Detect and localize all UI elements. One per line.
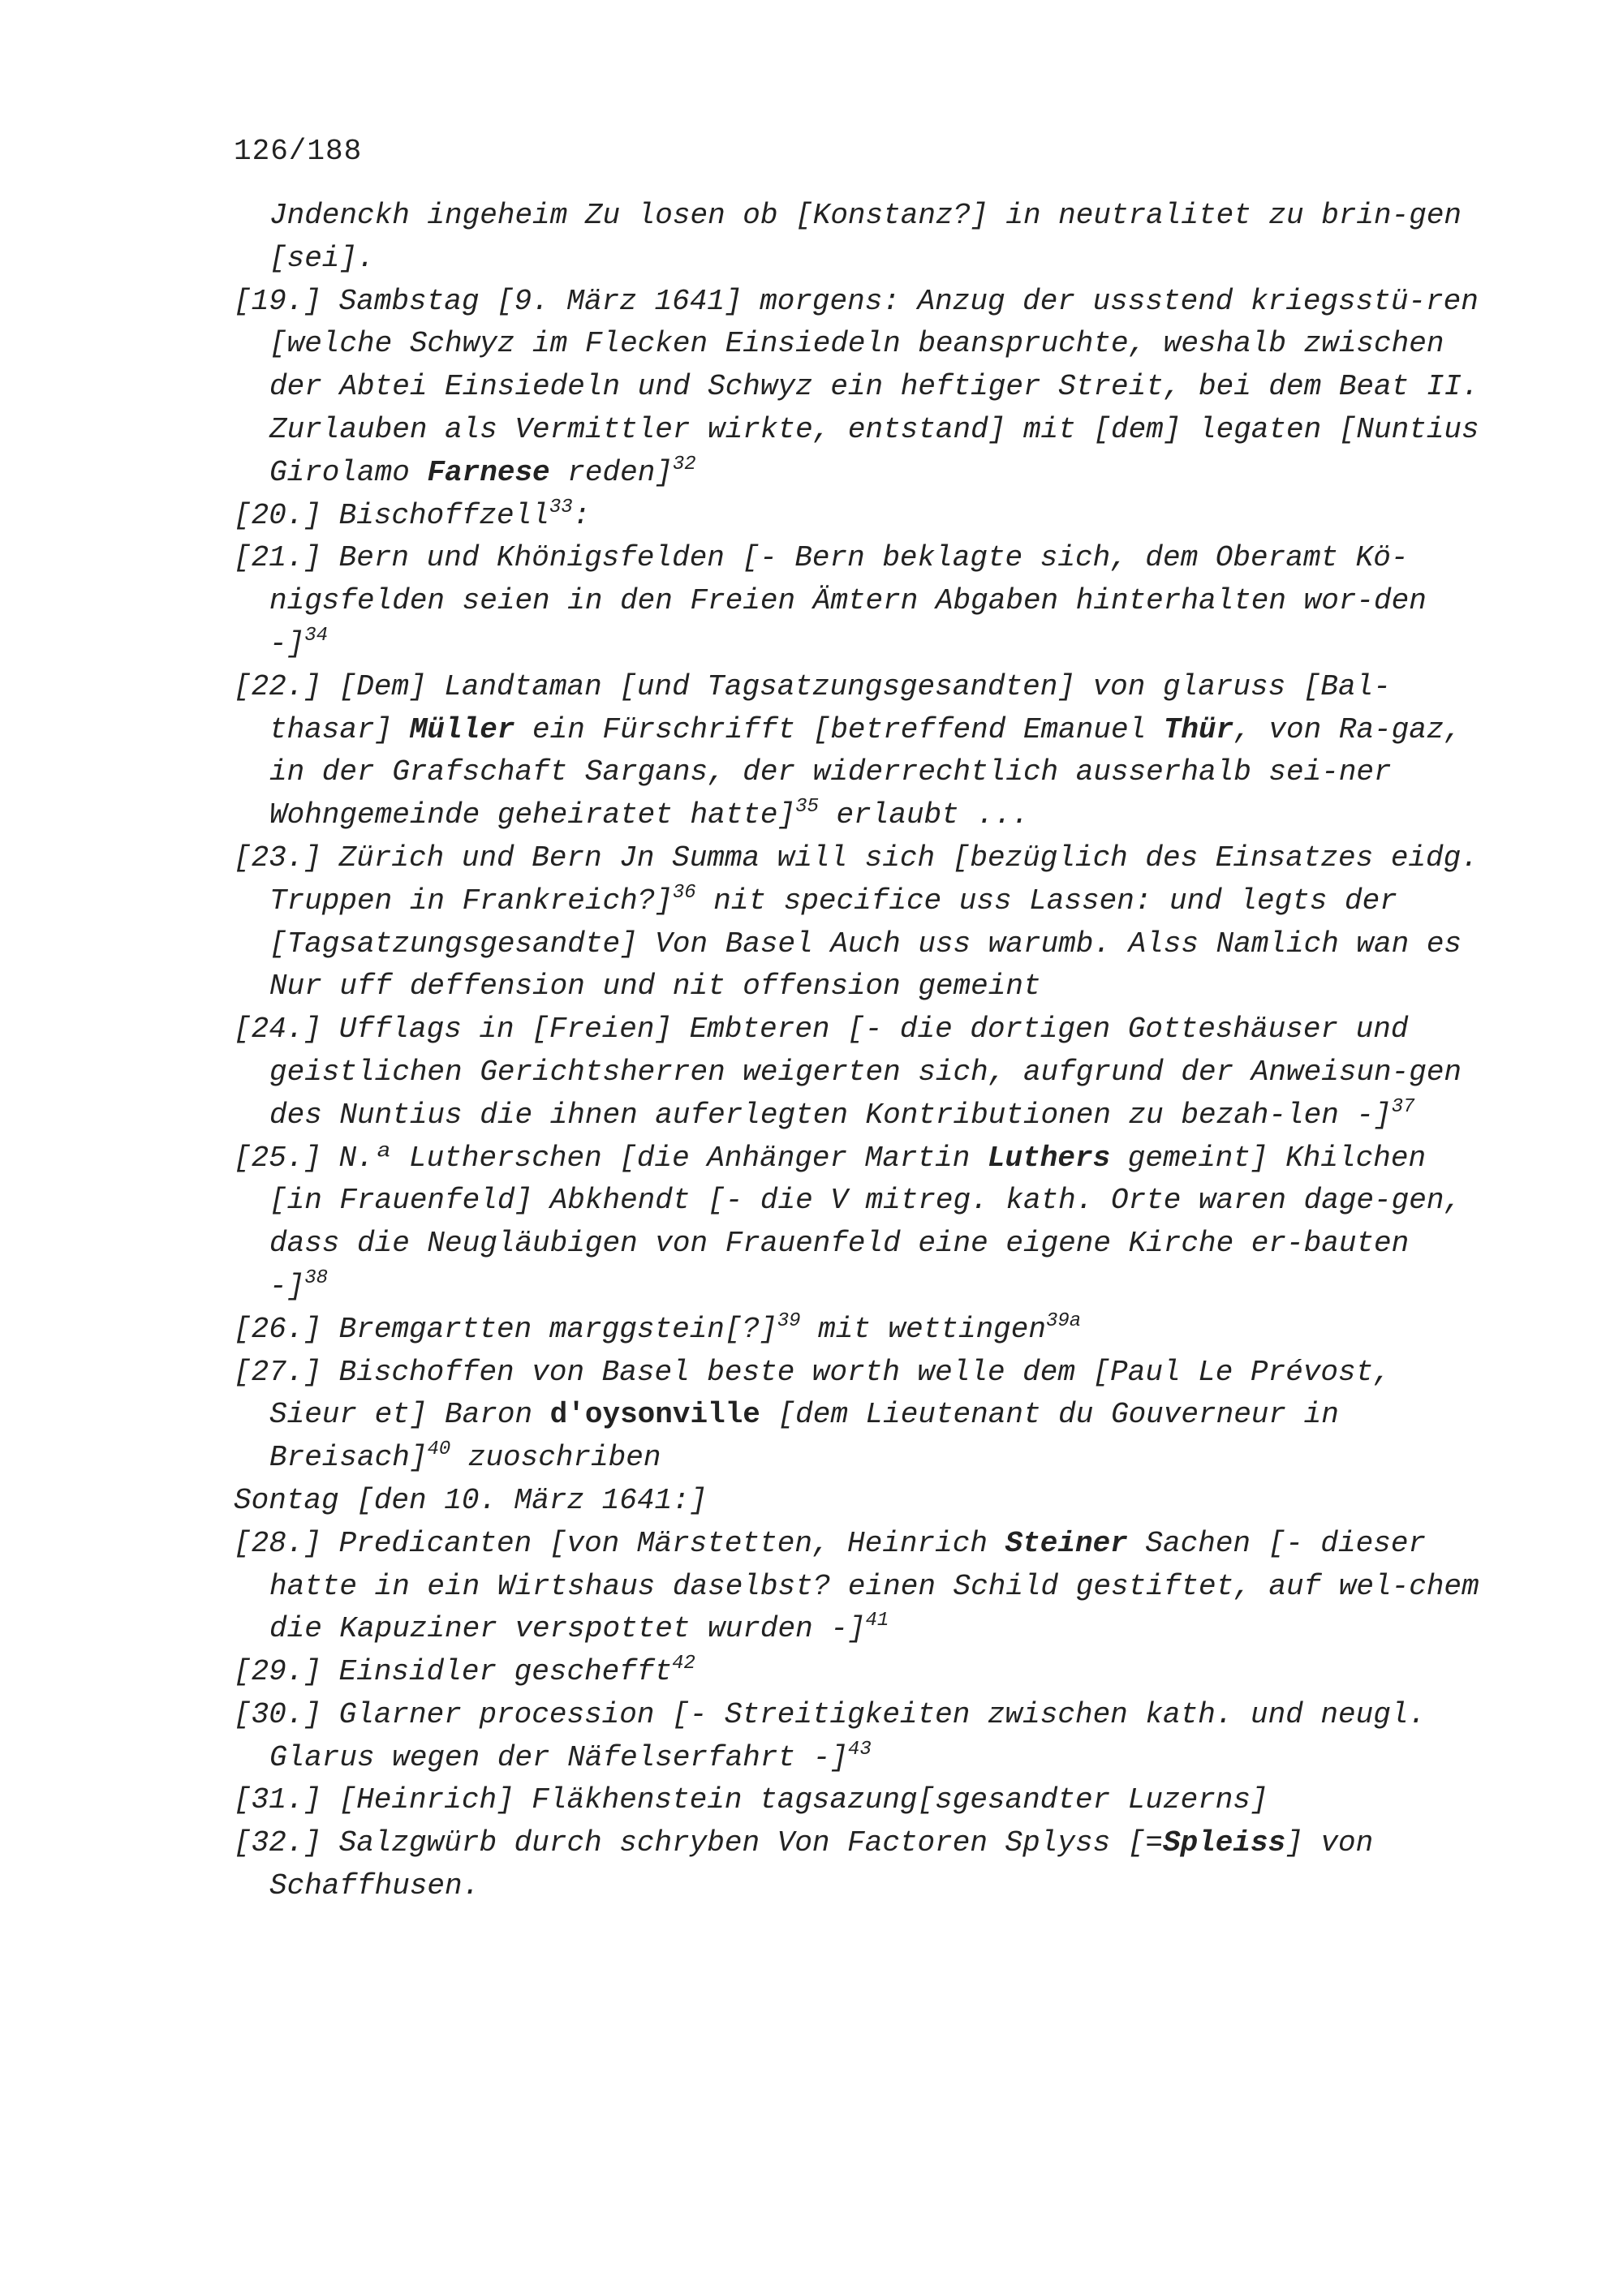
emphasized-name: Steiner bbox=[1005, 1526, 1128, 1560]
entry-text: reden] bbox=[549, 455, 673, 489]
entry-text: ] von Schaffhusen. bbox=[269, 1826, 1374, 1903]
entry-text: [30.] Glarner procession [- Streitigkeiten zwischen kath. und neugl. Glarus wegen der Näfelserfahrt -] bbox=[234, 1697, 1427, 1774]
entry-25 bbox=[234, 1137, 1483, 1309]
entry-text: [25.] N.ª Lutherschen [die Anhänger Martin bbox=[234, 1141, 988, 1175]
emphasized-name: d'oysonville bbox=[549, 1398, 760, 1432]
emphasized-name: Farnese bbox=[427, 455, 550, 489]
entry-text: [20.] Bischoffzell bbox=[234, 498, 549, 532]
entry-text: Sontag [den 10. März 1641:] bbox=[234, 1483, 708, 1517]
entry-28 bbox=[234, 1523, 1483, 1651]
footnote-ref: 43 bbox=[847, 1738, 872, 1761]
entry-text: Sachen [- dieser hatte in ein Wirtshaus daselbst? einen Schild gestiftet, auf wel-chem die Kapuziner verspottet wurden -] bbox=[269, 1526, 1479, 1646]
entry-text: [dem Lieutenant du Gouverneur in Breisach] bbox=[269, 1398, 1339, 1475]
entry-text: Jndenckh ingeheim Zu losen ob [Konstanz?] in neutralitet zu brin-gen [sei]. bbox=[269, 199, 1462, 275]
footnote-ref: 39a bbox=[1045, 1309, 1082, 1332]
entry-text: [19.] Sambstag [9. März 1641] morgens: Anzug der ussstend kriegsstü-ren [welche Schwyz im Flecken Einsiedeln beanspruchte, weshalb zwischen der Abtei Einsiedeln und Schwyz ein heftiger Streit, bei dem Beat II. Zurlauben als Vermittler wirkte, entstand] mit [dem] legaten [Nuntius Girolamo bbox=[234, 284, 1479, 489]
footnote-ref: 33 bbox=[549, 496, 573, 518]
entry-29 bbox=[234, 1651, 1483, 1694]
entry-24 bbox=[234, 1008, 1483, 1137]
entry-19 bbox=[234, 281, 1483, 495]
footnote-ref: 41 bbox=[865, 1610, 889, 1632]
entry-text: , von Ra-gaz, in der Grafschaft Sargans, der widerrechtlich ausserhalb sei-ner Wohngemeinde geheiratet hatte] bbox=[269, 712, 1462, 832]
footnote-ref: 40 bbox=[427, 1438, 451, 1461]
emphasized-name: Luthers bbox=[987, 1141, 1111, 1175]
emphasized-name: Müller bbox=[409, 712, 515, 746]
entry-27 bbox=[234, 1352, 1483, 1480]
page-number: 126/188 bbox=[234, 135, 363, 168]
entry-text: : bbox=[572, 498, 591, 532]
footnote-ref: 32 bbox=[672, 453, 696, 475]
entry-text: [32.] Salzgwürb durch schryben Von Factoren Splyss [= bbox=[234, 1826, 1163, 1860]
entry-23 bbox=[234, 837, 1483, 1008]
footnote-ref: 39 bbox=[777, 1309, 801, 1332]
emphasized-name: Thür bbox=[1163, 712, 1234, 746]
entry-text: zuoschriben bbox=[450, 1441, 661, 1475]
entry-text: nit specifice uss Lassen: und legts der [Tagsatzungsgesandte] Von Basel Auch uss warumb. Alss Namlich wan es Nur uff deffension und nit offension gemeint bbox=[269, 884, 1462, 1004]
entry-text: mit wettingen bbox=[800, 1312, 1046, 1346]
entry-text: [28.] Predicanten [von Märstetten, Heinrich bbox=[234, 1526, 1005, 1560]
footnote-ref: 36 bbox=[672, 881, 696, 904]
entry-text: [24.] Ufflags in [Freien] Embteren [- die dortigen Gotteshäuser und geistlichen Gerichtsherren weigerten sich, aufgrund der Anweisun-gen des Nuntius die ihnen auferlegten Kontributionen zu bezah-len -] bbox=[234, 1013, 1462, 1132]
footnote-ref: 38 bbox=[304, 1266, 329, 1289]
entry-text: gemeint] Khilchen [in Frauenfeld] Abkhendt [- die V mitreg. kath. Orte waren dage-gen, dass die Neugläubigen von Frauenfeld eine eigene Kirche er-bauten -] bbox=[269, 1141, 1462, 1303]
entry-continuation bbox=[234, 195, 1483, 281]
entry-30 bbox=[234, 1694, 1483, 1780]
entry-text: erlaubt ... bbox=[818, 798, 1030, 832]
entry-text: [23.] Zürich und Bern Jn Summa will sich [bezüglich des Einsatzes eidg. Truppen in Frankreich?] bbox=[234, 841, 1479, 918]
entry-text: [29.] Einsidler geschefft bbox=[234, 1655, 673, 1689]
entry-26 bbox=[234, 1309, 1483, 1352]
entry-text: [22.] [Dem] Landtaman [und Tagsatzungsgesandten] von glaruss [Bal-thasar] bbox=[234, 669, 1391, 746]
entry-text: [31.] [Heinrich] Fläkhenstein tagsazung[sgesandter Luzerns] bbox=[234, 1783, 1268, 1817]
entry-list bbox=[234, 195, 1483, 1908]
footnote-ref: 37 bbox=[1391, 1095, 1415, 1118]
entry-31 bbox=[234, 1779, 1483, 1822]
footnote-ref: 42 bbox=[672, 1653, 695, 1675]
entry-21 bbox=[234, 537, 1483, 665]
footnote-ref: 34 bbox=[304, 624, 329, 647]
entry-32 bbox=[234, 1822, 1483, 1908]
entry-text: [21.] Bern und Khönigsfelden [- Bern beklagte sich, dem Oberamt Kö-nigsfelden seien in den Freien Ämtern Abgaben hinterhalten wor-den -] bbox=[234, 541, 1427, 660]
entry-text: ein Fürschrifft [betreffend Emanuel bbox=[514, 712, 1164, 746]
entry-20 bbox=[234, 495, 1483, 538]
day-heading bbox=[234, 1480, 1483, 1523]
emphasized-name: Spleiss bbox=[1163, 1826, 1286, 1860]
entry-text: [27.] Bischoffen von Basel beste worth welle dem [Paul Le Prévost, Sieur et] Baron bbox=[234, 1355, 1391, 1432]
footnote-ref: 35 bbox=[795, 796, 819, 819]
entry-22 bbox=[234, 666, 1483, 837]
entry-text: [26.] Bremgartten marggstein[?] bbox=[234, 1312, 777, 1346]
